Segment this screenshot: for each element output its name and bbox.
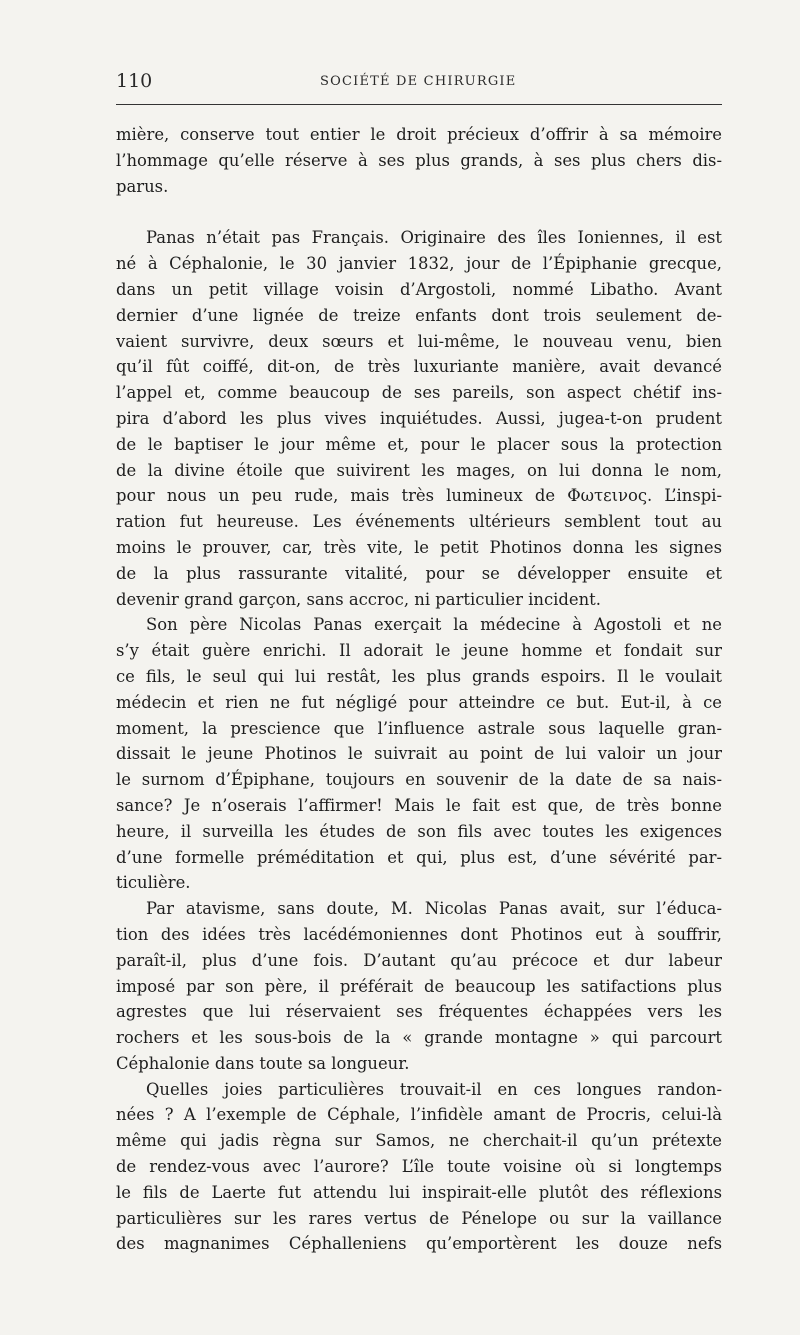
text-line: dans un petit village voisin d’Argostoli, nommé Libatho. Avant bbox=[116, 279, 722, 299]
text-line: imposé par son père, il préférait de beaucoup les satifactions plus bbox=[116, 976, 722, 996]
text-line: Panas n’était pas Français. Originaire des îles Ioniennes, il est bbox=[146, 228, 722, 248]
text-line: tion des idées très lacédémoniennes dont Photinos eut à souffrir, bbox=[116, 924, 722, 944]
text-line: ration fut heureuse. Les événements ultérieurs semblent tout au bbox=[116, 512, 722, 532]
text-line: qu’il fût coiffé, dit-on, de très luxuriante manière, avait devancé bbox=[116, 357, 722, 377]
text-line: même qui jadis règna sur Samos, ne cherchait-il qu’un prétexte bbox=[116, 1131, 722, 1151]
text-line: de le baptiser le jour même et, pour le placer sous la protection bbox=[116, 434, 722, 454]
text-line: mière, conserve tout entier le droit précieux d’offrir à sa mémoire bbox=[116, 125, 722, 144]
body-text bbox=[116, 122, 722, 1257]
text-line: s’y était guère enrichi. Il adorait le jeune homme et fondait sur bbox=[116, 641, 722, 661]
text-line: pour nous un peu rude, mais très lumineux de Φωτεινος. L’inspi- bbox=[116, 486, 722, 506]
text-line: de la divine étoile que suivirent les mages, on lui donna le nom, bbox=[116, 460, 722, 480]
text-line: sance? Je n’oserais l’affirmer! Mais le fait est que, de très bonne bbox=[116, 795, 722, 815]
paragraph bbox=[116, 225, 722, 612]
text-line: moment, la prescience que l’influence astrale sous laquelle gran- bbox=[116, 718, 722, 738]
text-line: agrestes que lui réservaient ses fréquentes échappées vers les bbox=[116, 1002, 722, 1022]
text-line: Par atavisme, sans doute, M. Nicolas Panas avait, sur l’éduca- bbox=[146, 899, 722, 919]
text-line: Son père Nicolas Panas exerçait la médecine à Agostoli et ne bbox=[146, 615, 722, 635]
text-line: des magnanimes Céphalleniens qu’emportèrent les douze nefs bbox=[116, 1234, 722, 1254]
text-line: l’hommage qu’elle réserve à ses plus grands, à ses plus chers dis- bbox=[116, 150, 722, 170]
text-line: de la plus rassurante vitalité, pour se développer ensuite et bbox=[116, 563, 722, 583]
running-head: SOCIÉTÉ DE CHIRURGIE bbox=[320, 74, 517, 89]
text-line: devenir grand garçon, sans accroc, ni particulier incident. bbox=[116, 589, 601, 609]
text-line: paraît-il, plus d’une fois. D’autant qu’au précoce et dur labeur bbox=[116, 950, 722, 970]
text-line: ce fils, le seul qui lui restât, les plus grands espoirs. Il le voulait bbox=[116, 666, 722, 686]
text-line: né à Céphalonie, le 30 janvier 1832, jour de l’Épiphanie grecque, bbox=[116, 254, 722, 274]
text-line: vaient survivre, deux sœurs et lui-même, le nouveau venu, bien bbox=[116, 331, 722, 351]
text-line: médecin et rien ne fut négligé pour atteindre ce but. Eut-il, à ce bbox=[116, 692, 722, 712]
header-rule bbox=[116, 104, 722, 105]
paragraph bbox=[116, 122, 722, 199]
text-line: le fils de Laerte fut attendu lui inspirait-elle plutôt des réflexions bbox=[116, 1182, 722, 1202]
text-line: de rendez-vous avec l’aurore? L’île toute voisine où si longtemps bbox=[116, 1157, 722, 1177]
text-line: ticulière. bbox=[116, 873, 191, 893]
text-line: parus. bbox=[116, 176, 169, 196]
paragraph bbox=[116, 896, 722, 1077]
text-line: rochers et les sous-bois de la « grande montagne » qui parcourt bbox=[116, 1028, 722, 1048]
text-line: Quelles joies particulières trouvait-il en ces longues randon- bbox=[146, 1079, 722, 1099]
page-number: 110 bbox=[116, 70, 153, 92]
text-line: pira d’abord les plus vives inquiétudes. Aussi, jugea-t-on prudent bbox=[116, 408, 722, 428]
text-line: heure, il surveilla les études de son fils avec toutes les exigences bbox=[116, 821, 722, 841]
text-line: l’appel et, comme beaucoup de ses pareils, son aspect chétif ins- bbox=[116, 383, 722, 403]
page-header bbox=[116, 70, 722, 98]
paragraph-gap bbox=[116, 199, 722, 225]
text-line: dernier d’une lignée de treize enfants dont trois seulement de- bbox=[116, 305, 722, 325]
text-line: d’une formelle préméditation et qui, plus est, d’une sévérité par- bbox=[116, 847, 722, 867]
text-line: moins le prouver, car, très vite, le petit Photinos donna les signes bbox=[116, 537, 722, 557]
paragraph bbox=[116, 1077, 722, 1258]
paragraph bbox=[116, 612, 722, 896]
text-line: particulières sur les rares vertus de Pénelope ou sur la vaillance bbox=[116, 1208, 722, 1228]
text-line: nées ? A l’exemple de Céphale, l’infidèle amant de Procris, celui-là bbox=[116, 1105, 722, 1125]
text-line: Céphalonie dans toute sa longueur. bbox=[116, 1053, 410, 1073]
text-line: dissait le jeune Photinos le suivrait au point de lui valoir un jour bbox=[116, 744, 722, 764]
text-line: le surnom d’Épiphane, toujours en souvenir de la date de sa nais- bbox=[116, 770, 722, 790]
